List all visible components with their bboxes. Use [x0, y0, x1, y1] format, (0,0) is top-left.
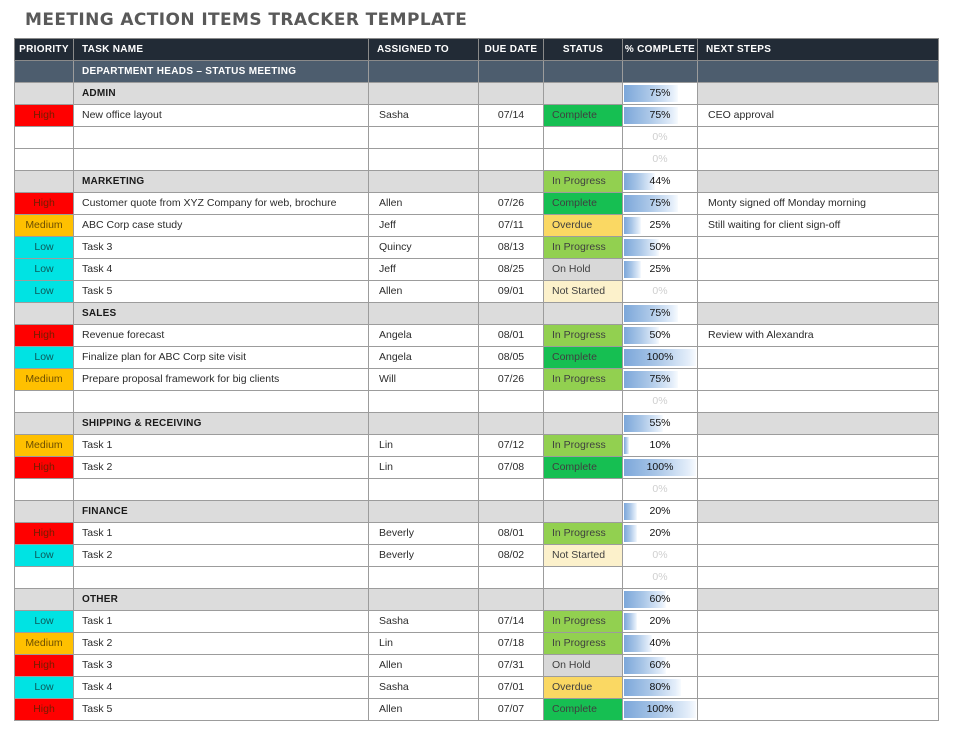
due-date-cell[interactable]: 07/26: [479, 369, 544, 391]
next-steps-cell[interactable]: [698, 149, 939, 171]
section-percent-cell[interactable]: [623, 501, 698, 523]
meeting-header-row: [15, 61, 939, 83]
empty-row: [15, 149, 939, 171]
section-name-cell[interactable]: OTHER: [74, 589, 369, 611]
section-row-marketing: [15, 171, 939, 193]
empty-row: [15, 567, 939, 589]
due-date-cell[interactable]: 08/01: [479, 523, 544, 545]
priority-cell[interactable]: High: [15, 523, 74, 545]
next-steps-cell[interactable]: [698, 699, 939, 721]
section-name-cell[interactable]: MARKETING: [74, 171, 369, 193]
priority-cell[interactable]: Low: [15, 237, 74, 259]
status-cell[interactable]: [544, 567, 623, 589]
section-next-cell[interactable]: [698, 171, 939, 193]
status-cell[interactable]: On Hold: [544, 655, 623, 677]
assigned-to-cell[interactable]: Lin: [369, 633, 479, 655]
percent-value: 10%: [649, 439, 671, 451]
percent-value: 50%: [649, 329, 671, 341]
meeting-cell[interactable]: [544, 61, 623, 83]
next-steps-cell[interactable]: [698, 457, 939, 479]
section-name-cell[interactable]: ADMIN: [74, 83, 369, 105]
next-steps-cell[interactable]: [698, 633, 939, 655]
task-row: [15, 435, 939, 457]
next-steps-cell[interactable]: [698, 281, 939, 303]
task-row: [15, 677, 939, 699]
task-row: [15, 611, 939, 633]
percent-cell[interactable]: [623, 457, 698, 479]
assigned-to-cell[interactable]: Quincy: [369, 237, 479, 259]
task-row: [15, 523, 939, 545]
percent-value: 75%: [649, 307, 671, 319]
next-steps-cell[interactable]: Review with Alexandra: [698, 325, 939, 347]
percent-value: 100%: [646, 351, 674, 363]
task-name-cell[interactable]: Task 4: [74, 677, 369, 699]
section-due-cell[interactable]: [479, 171, 544, 193]
priority-cell[interactable]: High: [15, 699, 74, 721]
due-date-cell[interactable]: 07/31: [479, 655, 544, 677]
task-name-cell[interactable]: Task 1: [74, 435, 369, 457]
due-date-cell[interactable]: 09/01: [479, 281, 544, 303]
assigned-to-cell[interactable]: Beverly: [369, 545, 479, 567]
section-percent-cell[interactable]: [623, 171, 698, 193]
section-next-cell[interactable]: [698, 83, 939, 105]
due-date-cell[interactable]: 07/14: [479, 105, 544, 127]
task-name-cell[interactable]: Finalize plan for ABC Corp site visit: [74, 347, 369, 369]
percent-cell[interactable]: [623, 479, 698, 501]
priority-cell[interactable]: [15, 567, 74, 589]
meeting-title[interactable]: DEPARTMENT HEADS – STATUS MEETING: [74, 61, 369, 83]
status-cell[interactable]: Not Started: [544, 281, 623, 303]
percent-value: 100%: [646, 461, 674, 473]
due-date-cell[interactable]: [479, 149, 544, 171]
priority-cell[interactable]: [15, 149, 74, 171]
priority-cell[interactable]: High: [15, 105, 74, 127]
task-name-cell[interactable]: ABC Corp case study: [74, 215, 369, 237]
due-date-cell[interactable]: 07/12: [479, 435, 544, 457]
empty-row: [15, 391, 939, 413]
section-name-cell[interactable]: SALES: [74, 303, 369, 325]
next-steps-cell[interactable]: [698, 479, 939, 501]
column-header-assigned-to: ASSIGNED TO: [369, 39, 479, 61]
percent-bar: [624, 525, 637, 542]
section-due-cell[interactable]: [479, 83, 544, 105]
assigned-to-cell[interactable]: [369, 149, 479, 171]
due-date-cell[interactable]: 08/01: [479, 325, 544, 347]
status-cell[interactable]: Complete: [544, 105, 623, 127]
empty-row: [15, 127, 939, 149]
meeting-cell[interactable]: [698, 61, 939, 83]
status-cell[interactable]: In Progress: [544, 369, 623, 391]
due-date-cell[interactable]: 08/25: [479, 259, 544, 281]
priority-cell[interactable]: Low: [15, 347, 74, 369]
priority-cell[interactable]: High: [15, 325, 74, 347]
percent-cell[interactable]: [623, 105, 698, 127]
task-row: [15, 347, 939, 369]
priority-cell[interactable]: High: [15, 193, 74, 215]
assigned-to-cell[interactable]: Will: [369, 369, 479, 391]
section-percent-cell[interactable]: [623, 83, 698, 105]
task-row: [15, 699, 939, 721]
section-name-cell[interactable]: FINANCE: [74, 501, 369, 523]
percent-cell[interactable]: [623, 259, 698, 281]
task-row: [15, 237, 939, 259]
next-steps-cell[interactable]: [698, 435, 939, 457]
percent-cell[interactable]: [623, 193, 698, 215]
assigned-to-cell[interactable]: [369, 391, 479, 413]
task-name-cell[interactable]: Task 5: [74, 699, 369, 721]
next-steps-cell[interactable]: [698, 347, 939, 369]
task-name-cell[interactable]: [74, 391, 369, 413]
due-date-cell[interactable]: 07/26: [479, 193, 544, 215]
next-steps-cell[interactable]: [698, 655, 939, 677]
assigned-to-cell[interactable]: Sasha: [369, 105, 479, 127]
section-assigned-cell[interactable]: [369, 501, 479, 523]
assigned-to-cell[interactable]: Angela: [369, 347, 479, 369]
percent-value: 20%: [649, 527, 671, 539]
status-cell[interactable]: [544, 479, 623, 501]
status-cell[interactable]: In Progress: [544, 523, 623, 545]
status-cell[interactable]: Complete: [544, 347, 623, 369]
due-date-cell[interactable]: [479, 567, 544, 589]
percent-cell[interactable]: [623, 545, 698, 567]
priority-cell[interactable]: High: [15, 457, 74, 479]
percent-bar: [624, 217, 641, 234]
section-percent-cell[interactable]: [623, 303, 698, 325]
percent-value: 75%: [649, 197, 671, 209]
priority-cell[interactable]: Low: [15, 545, 74, 567]
task-name-cell[interactable]: Task 1: [74, 523, 369, 545]
section-assigned-cell[interactable]: [369, 413, 479, 435]
task-row: [15, 655, 939, 677]
priority-cell[interactable]: [15, 127, 74, 149]
section-due-cell[interactable]: [479, 303, 544, 325]
percent-value: 20%: [649, 615, 671, 627]
tracker-table: [14, 38, 939, 721]
assigned-to-cell[interactable]: Beverly: [369, 523, 479, 545]
section-priority-cell[interactable]: [15, 171, 74, 193]
percent-value: 0%: [652, 131, 668, 143]
status-cell[interactable]: In Progress: [544, 325, 623, 347]
percent-value: 25%: [649, 263, 671, 275]
section-priority-cell[interactable]: [15, 303, 74, 325]
due-date-cell[interactable]: 07/07: [479, 699, 544, 721]
percent-value: 40%: [649, 637, 671, 649]
percent-cell[interactable]: [623, 149, 698, 171]
section-next-cell[interactable]: [698, 413, 939, 435]
section-next-cell[interactable]: [698, 501, 939, 523]
section-status-cell[interactable]: [544, 303, 623, 325]
column-header-complete: % COMPLETE: [623, 39, 698, 61]
task-name-cell[interactable]: New office layout: [74, 105, 369, 127]
meeting-cell[interactable]: [479, 61, 544, 83]
next-steps-cell[interactable]: [698, 567, 939, 589]
page-title: MEETING ACTION ITEMS TRACKER TEMPLATE: [25, 10, 468, 30]
task-row: [15, 633, 939, 655]
percent-cell[interactable]: [623, 347, 698, 369]
task-name-cell[interactable]: Task 5: [74, 281, 369, 303]
section-percent-cell[interactable]: [623, 589, 698, 611]
percent-value: 80%: [649, 681, 671, 693]
task-row: [15, 215, 939, 237]
percent-value: 0%: [652, 395, 668, 407]
percent-cell[interactable]: [623, 281, 698, 303]
percent-value: 60%: [649, 593, 671, 605]
next-steps-cell[interactable]: CEO approval: [698, 105, 939, 127]
column-header-status: STATUS: [544, 39, 623, 61]
task-name-cell[interactable]: [74, 149, 369, 171]
percent-cell[interactable]: [623, 677, 698, 699]
percent-cell[interactable]: [623, 699, 698, 721]
percent-cell[interactable]: [623, 523, 698, 545]
section-status-cell[interactable]: [544, 501, 623, 523]
next-steps-cell[interactable]: Monty signed off Monday morning: [698, 193, 939, 215]
section-next-cell[interactable]: [698, 303, 939, 325]
section-priority-cell[interactable]: [15, 413, 74, 435]
task-row: [15, 457, 939, 479]
assigned-to-cell[interactable]: [369, 479, 479, 501]
priority-cell[interactable]: Medium: [15, 369, 74, 391]
task-name-cell[interactable]: [74, 127, 369, 149]
section-assigned-cell[interactable]: [369, 171, 479, 193]
status-cell[interactable]: Complete: [544, 457, 623, 479]
section-priority-cell[interactable]: [15, 83, 74, 105]
percent-value: 25%: [649, 219, 671, 231]
assigned-to-cell[interactable]: Sasha: [369, 677, 479, 699]
header-row: [15, 39, 939, 61]
percent-value: 0%: [652, 285, 668, 297]
percent-bar: [624, 635, 652, 652]
percent-cell[interactable]: [623, 655, 698, 677]
percent-bar: [624, 437, 629, 454]
task-name-cell[interactable]: Task 3: [74, 655, 369, 677]
percent-value: 0%: [652, 571, 668, 583]
due-date-cell[interactable]: 07/14: [479, 611, 544, 633]
priority-cell[interactable]: Medium: [15, 215, 74, 237]
section-status-cell[interactable]: [544, 589, 623, 611]
status-cell[interactable]: [544, 149, 623, 171]
task-name-cell[interactable]: Customer quote from XYZ Company for web, brochure: [74, 193, 369, 215]
priority-cell[interactable]: [15, 391, 74, 413]
task-name-cell[interactable]: Task 3: [74, 237, 369, 259]
status-cell[interactable]: Complete: [544, 193, 623, 215]
section-row-admin: [15, 83, 939, 105]
assigned-to-cell[interactable]: Sasha: [369, 611, 479, 633]
task-row: [15, 369, 939, 391]
column-header-next-steps: NEXT STEPS: [698, 39, 939, 61]
percent-cell[interactable]: [623, 391, 698, 413]
assigned-to-cell[interactable]: Allen: [369, 193, 479, 215]
task-name-cell[interactable]: [74, 567, 369, 589]
assigned-to-cell[interactable]: Allen: [369, 281, 479, 303]
due-date-cell[interactable]: [479, 391, 544, 413]
status-cell[interactable]: Overdue: [544, 677, 623, 699]
due-date-cell[interactable]: 08/02: [479, 545, 544, 567]
task-row: [15, 193, 939, 215]
percent-cell[interactable]: [623, 215, 698, 237]
status-cell[interactable]: In Progress: [544, 611, 623, 633]
empty-row: [15, 479, 939, 501]
percent-bar: [624, 503, 637, 520]
percent-value: 0%: [652, 153, 668, 165]
assigned-to-cell[interactable]: Jeff: [369, 259, 479, 281]
status-cell[interactable]: In Progress: [544, 435, 623, 457]
due-date-cell[interactable]: 07/11: [479, 215, 544, 237]
percent-value: 44%: [649, 175, 671, 187]
section-priority-cell[interactable]: [15, 589, 74, 611]
section-next-cell[interactable]: [698, 589, 939, 611]
section-due-cell[interactable]: [479, 589, 544, 611]
task-name-cell[interactable]: Prepare proposal framework for big clients: [74, 369, 369, 391]
percent-value: 0%: [652, 549, 668, 561]
due-date-cell[interactable]: [479, 479, 544, 501]
due-date-cell[interactable]: 07/18: [479, 633, 544, 655]
section-assigned-cell[interactable]: [369, 83, 479, 105]
percent-cell[interactable]: [623, 369, 698, 391]
percent-value: 20%: [649, 505, 671, 517]
next-steps-cell[interactable]: [698, 369, 939, 391]
percent-value: 75%: [649, 373, 671, 385]
percent-value: 55%: [649, 417, 671, 429]
meeting-cell[interactable]: [15, 61, 74, 83]
section-percent-cell[interactable]: [623, 413, 698, 435]
percent-bar: [624, 613, 637, 630]
section-status-cell[interactable]: In Progress: [544, 171, 623, 193]
percent-value: 60%: [649, 659, 671, 671]
task-row: [15, 105, 939, 127]
section-assigned-cell[interactable]: [369, 303, 479, 325]
status-cell[interactable]: On Hold: [544, 259, 623, 281]
priority-cell[interactable]: Low: [15, 611, 74, 633]
assigned-to-cell[interactable]: Jeff: [369, 215, 479, 237]
section-due-cell[interactable]: [479, 501, 544, 523]
due-date-cell[interactable]: 08/05: [479, 347, 544, 369]
section-row-shipping-receiving: [15, 413, 939, 435]
assigned-to-cell[interactable]: [369, 127, 479, 149]
percent-cell[interactable]: [623, 325, 698, 347]
percent-cell[interactable]: [623, 127, 698, 149]
percent-value: 0%: [652, 483, 668, 495]
due-date-cell[interactable]: 07/08: [479, 457, 544, 479]
due-date-cell[interactable]: 08/13: [479, 237, 544, 259]
priority-cell[interactable]: [15, 479, 74, 501]
next-steps-cell[interactable]: [698, 545, 939, 567]
task-name-cell[interactable]: Task 1: [74, 611, 369, 633]
section-row-finance: [15, 501, 939, 523]
percent-cell[interactable]: [623, 567, 698, 589]
assigned-to-cell[interactable]: [369, 567, 479, 589]
status-cell[interactable]: [544, 391, 623, 413]
task-name-cell[interactable]: Task 2: [74, 633, 369, 655]
section-row-other: [15, 589, 939, 611]
section-row-sales: [15, 303, 939, 325]
section-priority-cell[interactable]: [15, 501, 74, 523]
priority-cell[interactable]: Medium: [15, 435, 74, 457]
next-steps-cell[interactable]: Still waiting for client sign-off: [698, 215, 939, 237]
meeting-cell[interactable]: [369, 61, 479, 83]
next-steps-cell[interactable]: [698, 259, 939, 281]
percent-cell[interactable]: [623, 435, 698, 457]
priority-cell[interactable]: Low: [15, 259, 74, 281]
next-steps-cell[interactable]: [698, 237, 939, 259]
column-header-priority: PRIORITY: [15, 39, 74, 61]
percent-value: 75%: [649, 109, 671, 121]
percent-cell[interactable]: [623, 633, 698, 655]
next-steps-cell[interactable]: [698, 391, 939, 413]
priority-cell[interactable]: Medium: [15, 633, 74, 655]
status-cell[interactable]: In Progress: [544, 237, 623, 259]
next-steps-cell[interactable]: [698, 127, 939, 149]
section-due-cell[interactable]: [479, 413, 544, 435]
tracker-body: [15, 61, 939, 721]
section-status-cell[interactable]: [544, 413, 623, 435]
assigned-to-cell[interactable]: Lin: [369, 435, 479, 457]
status-cell[interactable]: Overdue: [544, 215, 623, 237]
assigned-to-cell[interactable]: Allen: [369, 655, 479, 677]
task-row: [15, 325, 939, 347]
section-name-cell[interactable]: SHIPPING & RECEIVING: [74, 413, 369, 435]
priority-cell[interactable]: High: [15, 655, 74, 677]
due-date-cell[interactable]: 07/01: [479, 677, 544, 699]
assigned-to-cell[interactable]: Angela: [369, 325, 479, 347]
priority-cell[interactable]: Low: [15, 281, 74, 303]
column-header-due-date: DUE DATE: [479, 39, 544, 61]
status-cell[interactable]: Not Started: [544, 545, 623, 567]
percent-value: 75%: [649, 87, 671, 99]
task-row: [15, 259, 939, 281]
next-steps-cell[interactable]: [698, 611, 939, 633]
percent-value: 50%: [649, 241, 671, 253]
task-name-cell[interactable]: Task 2: [74, 457, 369, 479]
section-assigned-cell[interactable]: [369, 589, 479, 611]
percent-value: 100%: [646, 703, 674, 715]
task-row: [15, 545, 939, 567]
next-steps-cell[interactable]: [698, 677, 939, 699]
due-date-cell[interactable]: [479, 127, 544, 149]
percent-cell[interactable]: [623, 237, 698, 259]
status-cell[interactable]: In Progress: [544, 633, 623, 655]
priority-cell[interactable]: Low: [15, 677, 74, 699]
percent-cell[interactable]: [623, 611, 698, 633]
section-status-cell[interactable]: [544, 83, 623, 105]
status-cell[interactable]: [544, 127, 623, 149]
task-name-cell[interactable]: Task 4: [74, 259, 369, 281]
status-cell[interactable]: Complete: [544, 699, 623, 721]
task-name-cell[interactable]: Task 2: [74, 545, 369, 567]
meeting-cell[interactable]: [623, 61, 698, 83]
task-row: [15, 281, 939, 303]
next-steps-cell[interactable]: [698, 523, 939, 545]
task-name-cell[interactable]: [74, 479, 369, 501]
assigned-to-cell[interactable]: Allen: [369, 699, 479, 721]
task-name-cell[interactable]: Revenue forecast: [74, 325, 369, 347]
percent-bar: [624, 261, 641, 278]
column-header-task-name: TASK NAME: [74, 39, 369, 61]
assigned-to-cell[interactable]: Lin: [369, 457, 479, 479]
